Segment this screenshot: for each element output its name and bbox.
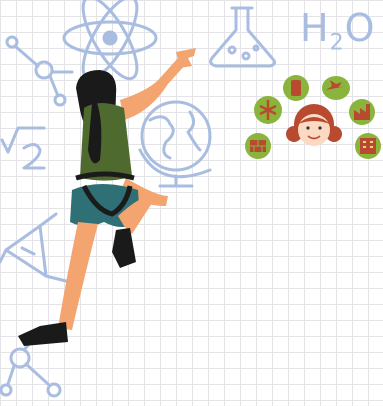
phone-icon — [283, 75, 309, 101]
building-icon — [355, 133, 381, 159]
formula-h: H — [300, 6, 330, 50]
girl-face-icon — [286, 104, 342, 146]
airplane-icon — [322, 76, 350, 100]
factory-icon — [349, 99, 375, 125]
wall-icon — [245, 133, 271, 159]
windmill-icon — [254, 96, 282, 124]
formula-subscript: 2 — [329, 30, 345, 56]
formula-o: O — [344, 6, 376, 50]
